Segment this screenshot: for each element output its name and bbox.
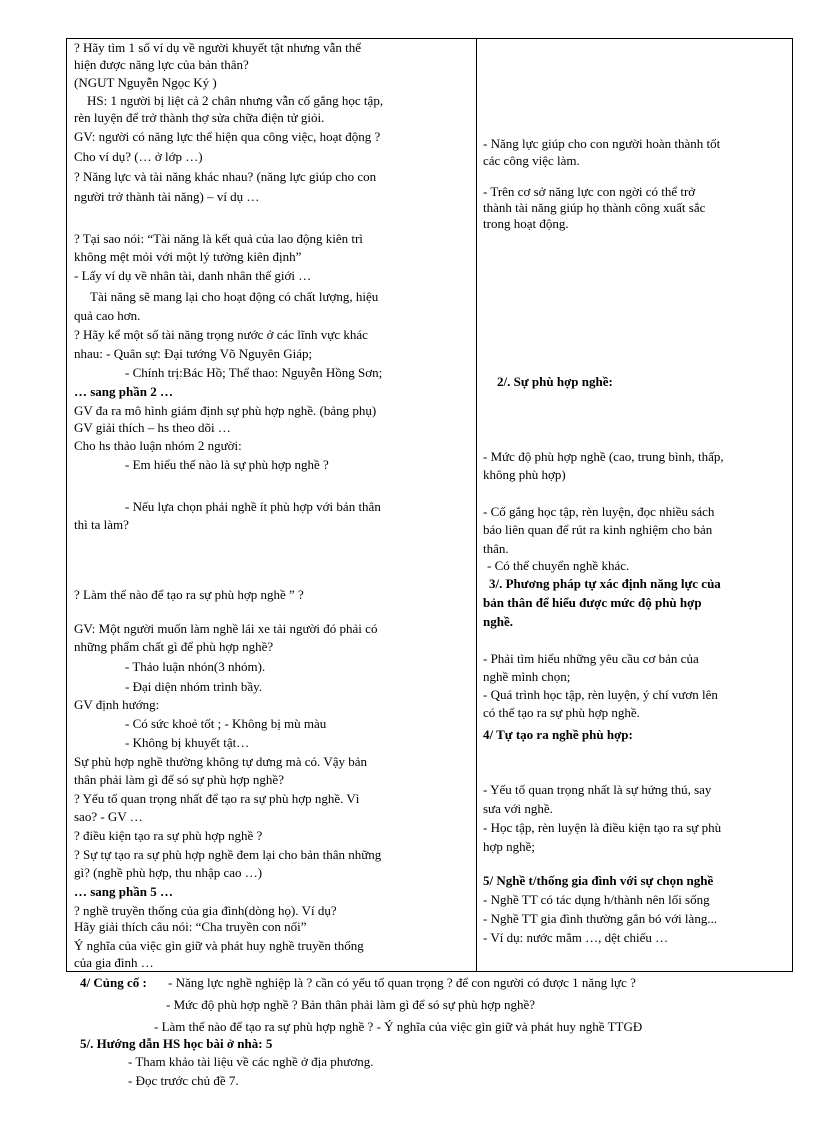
right-line: - Năng lực giúp cho con người hoàn thành tốt [483, 136, 721, 151]
right-line: nghề mình chọn; [483, 669, 571, 684]
left-line: - Thảo luận nhón(3 nhóm). [125, 659, 266, 674]
right-line: các công việc làm. [483, 153, 580, 168]
left-line: gì? (nghề phù hợp, thu nhập cao …) [74, 865, 263, 880]
left-line: … sang phần 5 … [74, 884, 173, 899]
right-line: thân. [483, 541, 509, 556]
cung-co-label: 4/ Củng cố : [80, 975, 147, 990]
left-line: Hãy giải thích câu nói: “Cha truyền con nối” [74, 919, 307, 934]
left-line: GV định hướng: [74, 697, 160, 712]
left-line: nhau: - Quân sự: Đại tướng Võ Nguyên Giáp; [74, 346, 313, 361]
left-line: - Không bị khuyết tật… [125, 735, 250, 750]
left-line: rèn luyện để trở thành thợ sửa chữa điện tử giỏi. [74, 110, 325, 125]
huong-dan-line: - Đọc trước chủ đề 7. [128, 1073, 239, 1088]
left-line: ? điều kiện tạo ra sự phù hợp nghề ? [74, 828, 263, 843]
left-line: sao? - GV … [74, 809, 143, 824]
left-line: không mệt mỏi với một lý tưởng kiên định” [74, 249, 302, 264]
right-line: không phù hợp) [483, 467, 566, 482]
right-line: sưa với nghề. [483, 801, 553, 816]
right-line: - Nghề TT có tác dụng h/thành nên lối sống [483, 892, 710, 907]
left-line: người trở thành tài năng) – ví dụ … [74, 189, 260, 204]
right-line: - Mức độ phù hợp nghề (cao, trung bình, thấp, [483, 449, 724, 464]
right-line: báo liên quan để rút ra kinh nghiệm cho bản [483, 522, 713, 537]
left-line: Cho hs thảo luận nhóm 2 người: [74, 438, 242, 453]
right-line: - Nghề TT gia đình thường gắn bó với làng... [483, 911, 718, 926]
right-line: thành tài năng giúp họ thành công xuất sắc [483, 200, 706, 215]
right-heading: bản thân để hiểu được mức độ phù hợp [483, 595, 702, 610]
left-line: Cho ví dụ? (… ở lớp …) [74, 149, 203, 164]
left-line: Tài năng sẽ mang lại cho hoạt động có chất lượng, hiệu [90, 289, 379, 304]
left-line: - Chính trị:Bác Hồ; Thể thao: Nguyễn Hồng Sơn; [125, 365, 383, 380]
left-line: thì ta làm? [74, 517, 129, 532]
left-line: ? Yếu tố quan trọng nhất để tạo ra sự phù hợp nghề. Vì [74, 791, 360, 806]
left-line: ? Hãy kể một số tài năng trọng nước ở các lĩnh vực khác [74, 327, 368, 342]
right-heading: 2/. Sự phù hợp nghề: [497, 374, 613, 389]
right-line: - Phải tìm hiểu những yêu cầu cơ bản của [483, 651, 699, 666]
left-line: - Em hiểu thế nào là sự phù hợp nghề ? [125, 457, 329, 472]
left-line: HS: 1 người bị liệt cả 2 chân nhưng vẫn cố gắng học tập, [87, 93, 384, 108]
left-line: Sự phù hợp nghề thường không tự dưng mà có. Vậy bản [74, 754, 368, 769]
column-divider [476, 39, 477, 971]
right-line: có thể tạo ra sự phù hợp nghề. [483, 705, 640, 720]
right-line: - Quá trình học tập, rèn luyện, ý chí vươn lên [483, 687, 718, 702]
left-line: GV: Một người muốn làm nghề lái xe tải người đó phải có [74, 621, 378, 636]
right-line: - Học tập, rèn luyện là điều kiện tạo ra sự phù [483, 820, 722, 835]
left-line: ? Hãy tìm 1 số ví dụ về người khuyết tật nhưng vẫn thể [74, 40, 362, 55]
right-heading: nghề. [483, 614, 513, 629]
left-line: ? Làm thế nào để tạo ra sự phù hợp nghề ” ? [74, 587, 304, 602]
right-line: - Cố gắng học tập, rèn luyện, đọc nhiều sách [483, 504, 715, 519]
left-line: - Đại diện nhóm trình bầy. [125, 679, 263, 694]
left-line: GV: người có năng lực thể hiện qua công việc, hoạt động ? [74, 129, 381, 144]
left-line: GV đa ra mô hình giám định sự phù hợp nghề. (bảng phụ) [74, 403, 377, 418]
left-line: - Có sức khoẻ tốt ; - Không bị mù màu [125, 716, 327, 731]
cung-co-line: - Làm thế nào để tạo ra sự phù hợp nghề ? - Ý nghĩa của việc gìn giữ và phát huy nghề TTGĐ [154, 1019, 643, 1034]
left-line: … sang phần 2 … [74, 384, 173, 399]
right-heading: 3/. Phương pháp tự xác định năng lực của [489, 576, 721, 591]
left-line: quả cao hơn. [74, 308, 141, 323]
left-line: (NGUT Nguyễn Ngọc Ký ) [74, 75, 217, 90]
left-line: ? nghề truyền thống của gia đình(dòng họ). Ví dụ? [74, 903, 337, 918]
left-line: thân phải làm gì để só sự phù hợp nghề? [74, 772, 284, 787]
left-line: ? Năng lực và tài năng khác nhau? (năng lực giúp cho con [74, 169, 377, 184]
right-line: - Trên cơ sở năng lực con ngời có thể trở [483, 184, 696, 199]
right-heading: 5/ Nghề t/thống gia đình với sự chọn nghề [483, 873, 714, 888]
left-line: những phẩm chất gì để phù hợp nghề? [74, 639, 274, 654]
left-line: hiện được năng lực của bản thân? [74, 57, 249, 72]
lesson-table [66, 38, 793, 972]
right-line: - Yếu tố quan trọng nhất là sự hứng thú, say [483, 782, 712, 797]
right-heading: 4/ Tự tạo ra nghề phù hợp: [483, 727, 633, 742]
right-line: trong hoạt động. [483, 216, 569, 231]
left-line: - Nếu lựa chọn phải nghề ít phù hợp với bản thân [125, 499, 381, 514]
left-line: GV giải thích – hs theo dõi … [74, 420, 231, 435]
huong-dan-label: 5/. Hướng dẫn HS học bài ở nhà: 5 [80, 1036, 273, 1051]
cung-co-line: - Năng lực nghề nghiệp là ? cần có yếu tố quan trọng ? để con người có được 1 năng lực ? [168, 975, 636, 990]
cung-co-line: - Mức độ phù hợp nghề ? Bản thân phải làm gì để só sự phù hợp nghề? [166, 997, 536, 1012]
left-line: của gia đình … [74, 955, 154, 970]
left-line: - Lấy ví dụ về nhân tài, danh nhân thế giới … [74, 268, 312, 283]
left-line: Ý nghĩa của việc gìn giữ và phát huy nghề truyền thống [74, 938, 364, 953]
left-line: ? Tại sao nói: “Tài năng là kết quả của lao động kiên trì [74, 231, 363, 246]
left-line: ? Sự tự tạo ra sự phù hợp nghề đem lại cho bản thân những [74, 847, 382, 862]
right-line: - Ví dụ: nước mắm …, dệt chiếu … [483, 930, 669, 945]
huong-dan-line: - Tham khảo tài liệu về các nghề ở địa phương. [128, 1054, 374, 1069]
right-line: - Có thể chuyển nghề khác. [487, 558, 630, 573]
right-line: hợp nghề; [483, 839, 536, 854]
